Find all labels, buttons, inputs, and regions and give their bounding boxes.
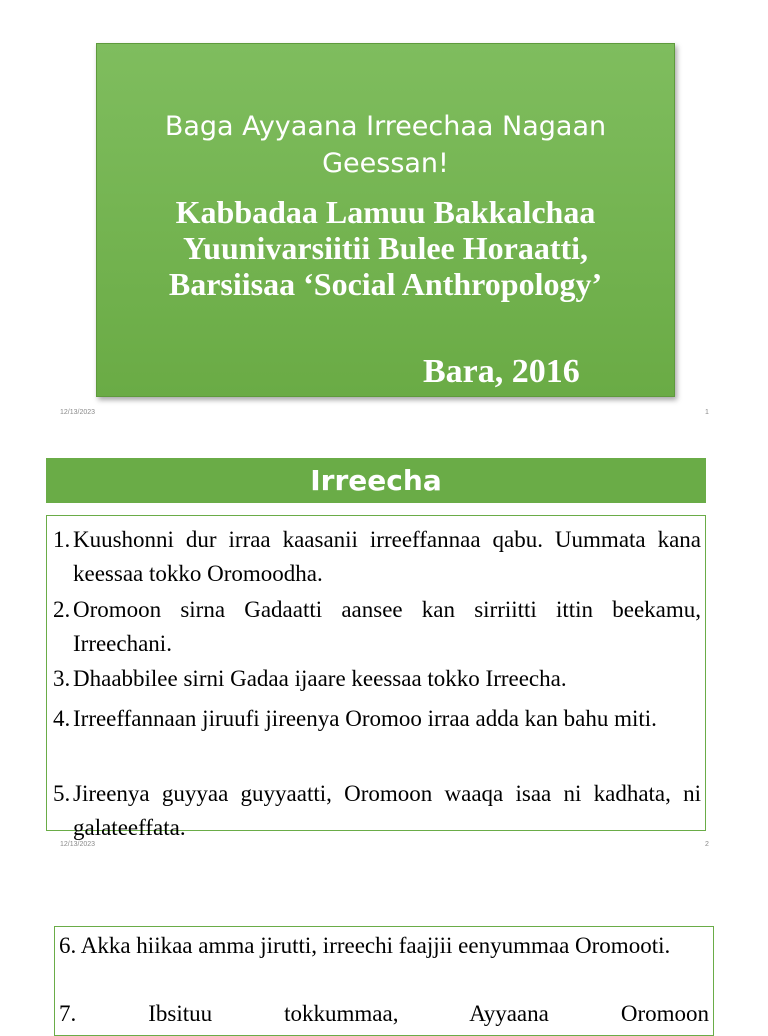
item-number: 5. [53, 781, 71, 806]
list-item [59, 997, 709, 1031]
item-number: 1. [53, 527, 71, 552]
content-box [46, 515, 706, 840]
item-text: 6. Akka hiikaa amma jirutti, irreechi faajjii eenyummaa Oromooti. [59, 933, 671, 958]
slide-date: 12/13/2023 [60, 409, 96, 416]
slide-number: 2 [705, 841, 709, 848]
author-name: Kabbadaa Lamuu Bakkalchaa [175, 194, 596, 230]
list-item [59, 929, 709, 963]
author-role: Barsiisaa ‘Social Anthropology’ [168, 266, 603, 302]
slide-number: 1 [705, 409, 709, 416]
greeting-line-2: Geessan! [322, 148, 449, 179]
item-number: 4. [53, 706, 71, 731]
list-item [53, 777, 701, 845]
greeting-line-1: Baga Ayyaana Irreechaa Nagaan [164, 111, 607, 142]
item-number: 2. [53, 597, 71, 622]
slide-heading: Irreecha [46, 458, 706, 503]
item-text: Dhaabbilee sirni Gadaa ijaare keessaa tokko Irreecha. [73, 666, 567, 691]
author-block [97, 194, 674, 302]
list-item [53, 523, 701, 591]
item-text: 7. Ibsituu tokkummaa, Ayyaana Oromoon [59, 1001, 709, 1026]
greeting-title [97, 108, 674, 182]
title-slide [96, 43, 675, 397]
item-text: Kuushonni dur irraa kaasanii irreeffannaa qabu. Uummata kana keessaa tokko Oromoodha. [73, 527, 701, 586]
author-university: Yuunivarsiitii Bulee Horaatti, [182, 230, 589, 266]
slide-date: 12/13/2023 [60, 841, 96, 848]
list-item [53, 593, 701, 661]
list-item [53, 662, 701, 696]
item-text: Jireenya guyyaa guyyaatti, Oromoon waaqa isaa ni kadhata, ni galateeffata. [73, 781, 701, 840]
year-label: Bara, 2016 [423, 353, 580, 390]
content-box [54, 926, 714, 1036]
item-text: Oromoon sirna Gadaatti aansee kan sirriitti ittin beekamu, Irreechani. [73, 597, 701, 656]
list-item [53, 702, 701, 736]
item-text: Irreeffannaan jiruufi jireenya Oromoo irraa adda kan bahu miti. [73, 706, 657, 731]
item-number: 3. [53, 666, 71, 691]
